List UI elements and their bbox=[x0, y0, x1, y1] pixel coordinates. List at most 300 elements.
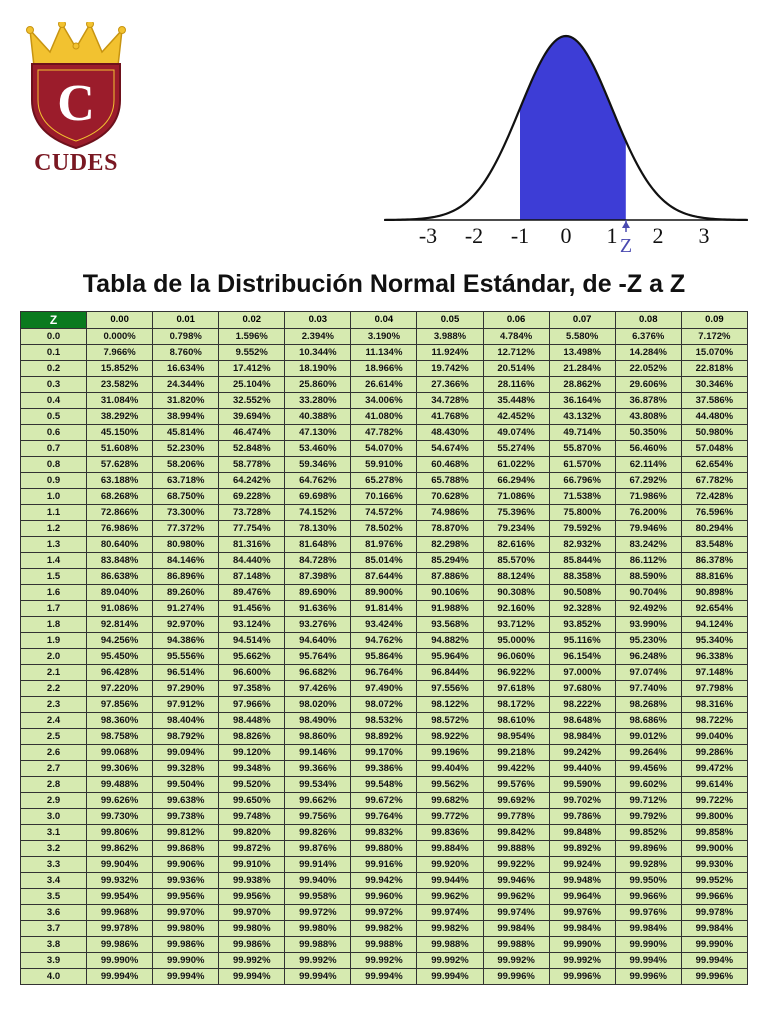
table-cell: 97.148% bbox=[681, 665, 747, 681]
z-value-cell: 0.9 bbox=[21, 473, 87, 489]
table-row bbox=[21, 809, 748, 825]
table-cell: 97.290% bbox=[153, 681, 219, 697]
table-cell: 99.884% bbox=[417, 841, 483, 857]
table-cell: 89.900% bbox=[351, 585, 417, 601]
z-value-cell: 1.1 bbox=[21, 505, 87, 521]
z-value-cell: 2.5 bbox=[21, 729, 87, 745]
table-cell: 45.150% bbox=[87, 425, 153, 441]
table-cell: 99.980% bbox=[285, 921, 351, 937]
table-cell: 99.960% bbox=[351, 889, 417, 905]
table-cell: 97.490% bbox=[351, 681, 417, 697]
table-cell: 47.782% bbox=[351, 425, 417, 441]
table-cell: 99.920% bbox=[417, 857, 483, 873]
table-cell: 96.060% bbox=[483, 649, 549, 665]
table-cell: 86.112% bbox=[615, 553, 681, 569]
table-cell: 99.832% bbox=[351, 825, 417, 841]
table-cell: 27.366% bbox=[417, 377, 483, 393]
table-cell: 50.350% bbox=[615, 425, 681, 441]
table-cell: 99.218% bbox=[483, 745, 549, 761]
table-cell: 99.996% bbox=[549, 969, 615, 985]
table-cell: 96.514% bbox=[153, 665, 219, 681]
table-cell: 96.600% bbox=[219, 665, 285, 681]
table-cell: 65.788% bbox=[417, 473, 483, 489]
table-cell: 98.984% bbox=[549, 729, 615, 745]
table-cell: 76.596% bbox=[681, 505, 747, 521]
table-cell: 58.206% bbox=[153, 457, 219, 473]
table-row bbox=[21, 505, 748, 521]
table-cell: 66.796% bbox=[549, 473, 615, 489]
table-cell: 99.924% bbox=[549, 857, 615, 873]
table-cell: 94.256% bbox=[87, 633, 153, 649]
table-cell: 96.338% bbox=[681, 649, 747, 665]
table-cell: 98.222% bbox=[549, 697, 615, 713]
table-cell: 76.200% bbox=[615, 505, 681, 521]
z-value-cell: 3.8 bbox=[21, 937, 87, 953]
table-cell: 44.480% bbox=[681, 409, 747, 425]
normal-curve-diagram bbox=[384, 28, 748, 260]
table-cell: 22.818% bbox=[681, 361, 747, 377]
table-cell: 52.848% bbox=[219, 441, 285, 457]
table-cell: 12.712% bbox=[483, 345, 549, 361]
table-cell: 99.366% bbox=[285, 761, 351, 777]
table-cell: 79.946% bbox=[615, 521, 681, 537]
table-cell: 99.900% bbox=[681, 841, 747, 857]
table-cell: 99.978% bbox=[681, 905, 747, 921]
table-cell: 98.360% bbox=[87, 713, 153, 729]
table-cell: 85.844% bbox=[549, 553, 615, 569]
table-cell: 99.806% bbox=[87, 825, 153, 841]
table-cell: 99.988% bbox=[285, 937, 351, 953]
table-cell: 99.306% bbox=[87, 761, 153, 777]
table-cell: 99.868% bbox=[153, 841, 219, 857]
column-header: 0.07 bbox=[549, 312, 615, 329]
table-cell: 91.988% bbox=[417, 601, 483, 617]
table-cell: 6.376% bbox=[615, 329, 681, 345]
table-row bbox=[21, 873, 748, 889]
table-row bbox=[21, 585, 748, 601]
table-cell: 8.760% bbox=[153, 345, 219, 361]
table-cell: 83.548% bbox=[681, 537, 747, 553]
table-cell: 99.966% bbox=[615, 889, 681, 905]
table-cell: 57.048% bbox=[681, 441, 747, 457]
table-cell: 99.196% bbox=[417, 745, 483, 761]
z-value-cell: 0.5 bbox=[21, 409, 87, 425]
table-cell: 99.950% bbox=[615, 873, 681, 889]
table-cell: 99.994% bbox=[615, 953, 681, 969]
table-cell: 41.768% bbox=[417, 409, 483, 425]
table-row bbox=[21, 393, 748, 409]
table-cell: 90.106% bbox=[417, 585, 483, 601]
z-value-cell: 2.9 bbox=[21, 793, 87, 809]
table-cell: 87.398% bbox=[285, 569, 351, 585]
table-cell: 74.572% bbox=[351, 505, 417, 521]
table-cell: 49.074% bbox=[483, 425, 549, 441]
table-cell: 93.568% bbox=[417, 617, 483, 633]
table-cell: 40.388% bbox=[285, 409, 351, 425]
table-cell: 66.294% bbox=[483, 473, 549, 489]
table-cell: 99.892% bbox=[549, 841, 615, 857]
table-cell: 99.990% bbox=[153, 953, 219, 969]
table-cell: 99.938% bbox=[219, 873, 285, 889]
table-cell: 99.404% bbox=[417, 761, 483, 777]
table-cell: 99.872% bbox=[219, 841, 285, 857]
table-cell: 99.970% bbox=[219, 905, 285, 921]
table-row bbox=[21, 633, 748, 649]
table-cell: 65.278% bbox=[351, 473, 417, 489]
table-cell: 92.328% bbox=[549, 601, 615, 617]
table-cell: 99.650% bbox=[219, 793, 285, 809]
table-row bbox=[21, 729, 748, 745]
table-row bbox=[21, 905, 748, 921]
table-cell: 31.084% bbox=[87, 393, 153, 409]
z-value-cell: 1.8 bbox=[21, 617, 87, 633]
table-cell: 95.450% bbox=[87, 649, 153, 665]
table-row bbox=[21, 617, 748, 633]
table-cell: 99.576% bbox=[483, 777, 549, 793]
table-cell: 88.590% bbox=[615, 569, 681, 585]
table-cell: 99.988% bbox=[417, 937, 483, 953]
table-cell: 94.640% bbox=[285, 633, 351, 649]
table-cell: 17.412% bbox=[219, 361, 285, 377]
table-cell: 89.040% bbox=[87, 585, 153, 601]
table-cell: 99.170% bbox=[351, 745, 417, 761]
table-cell: 99.772% bbox=[417, 809, 483, 825]
table-cell: 99.626% bbox=[87, 793, 153, 809]
table-cell: 77.372% bbox=[153, 521, 219, 537]
table-cell: 70.166% bbox=[351, 489, 417, 505]
z-value-cell: 2.0 bbox=[21, 649, 87, 665]
column-header: 0.04 bbox=[351, 312, 417, 329]
z-column-header: Z bbox=[21, 312, 87, 329]
table-cell: 80.294% bbox=[681, 521, 747, 537]
logo-name: CUDES bbox=[34, 150, 118, 176]
table-row bbox=[21, 825, 748, 841]
table-row bbox=[21, 937, 748, 953]
z-value-cell: 2.7 bbox=[21, 761, 87, 777]
table-cell: 2.394% bbox=[285, 329, 351, 345]
table-cell: 55.274% bbox=[483, 441, 549, 457]
table-cell: 99.944% bbox=[417, 873, 483, 889]
table-cell: 87.886% bbox=[417, 569, 483, 585]
table-cell: 99.852% bbox=[615, 825, 681, 841]
table-row bbox=[21, 921, 748, 937]
table-cell: 99.880% bbox=[351, 841, 417, 857]
table-cell: 25.104% bbox=[219, 377, 285, 393]
table-row bbox=[21, 537, 748, 553]
table-cell: 96.682% bbox=[285, 665, 351, 681]
table-cell: 43.132% bbox=[549, 409, 615, 425]
table-cell: 99.672% bbox=[351, 793, 417, 809]
table-row bbox=[21, 841, 748, 857]
table-cell: 63.188% bbox=[87, 473, 153, 489]
z-value-cell: 4.0 bbox=[21, 969, 87, 985]
table-cell: 95.764% bbox=[285, 649, 351, 665]
table-cell: 79.592% bbox=[549, 521, 615, 537]
table-cell: 97.426% bbox=[285, 681, 351, 697]
table-cell: 99.984% bbox=[483, 921, 549, 937]
table-cell: 99.040% bbox=[681, 729, 747, 745]
table-cell: 98.532% bbox=[351, 713, 417, 729]
table-cell: 93.712% bbox=[483, 617, 549, 633]
shaded-area bbox=[520, 36, 626, 220]
z-value-cell: 2.2 bbox=[21, 681, 87, 697]
z-value-cell: 3.1 bbox=[21, 825, 87, 841]
table-cell: 99.942% bbox=[351, 873, 417, 889]
table-cell: 99.962% bbox=[483, 889, 549, 905]
column-header: 0.00 bbox=[87, 312, 153, 329]
table-cell: 99.992% bbox=[219, 953, 285, 969]
table-cell: 61.570% bbox=[549, 457, 615, 473]
z-value-cell: 2.8 bbox=[21, 777, 87, 793]
table-cell: 99.972% bbox=[351, 905, 417, 921]
table-cell: 98.922% bbox=[417, 729, 483, 745]
table-cell: 72.428% bbox=[681, 489, 747, 505]
table-cell: 38.994% bbox=[153, 409, 219, 425]
table-cell: 0.000% bbox=[87, 329, 153, 345]
table-cell: 99.910% bbox=[219, 857, 285, 873]
z-value-cell: 3.9 bbox=[21, 953, 87, 969]
table-row bbox=[21, 745, 748, 761]
table-cell: 99.990% bbox=[681, 937, 747, 953]
logo-letter: C bbox=[57, 75, 95, 132]
table-cell: 86.638% bbox=[87, 569, 153, 585]
table-cell: 99.862% bbox=[87, 841, 153, 857]
table-cell: 99.778% bbox=[483, 809, 549, 825]
table-cell: 99.094% bbox=[153, 745, 219, 761]
table-row bbox=[21, 761, 748, 777]
table-cell: 99.614% bbox=[681, 777, 747, 793]
table-cell: 21.284% bbox=[549, 361, 615, 377]
table-cell: 31.820% bbox=[153, 393, 219, 409]
table-cell: 97.966% bbox=[219, 697, 285, 713]
table-cell: 99.982% bbox=[351, 921, 417, 937]
table-cell: 0.798% bbox=[153, 329, 219, 345]
table-row bbox=[21, 793, 748, 809]
tick-label: 1 bbox=[606, 223, 618, 248]
table-cell: 71.986% bbox=[615, 489, 681, 505]
table-cell: 97.074% bbox=[615, 665, 681, 681]
table-cell: 99.590% bbox=[549, 777, 615, 793]
table-cell: 99.936% bbox=[153, 873, 219, 889]
z-value-cell: 2.3 bbox=[21, 697, 87, 713]
table-cell: 97.912% bbox=[153, 697, 219, 713]
table-cell: 97.618% bbox=[483, 681, 549, 697]
table-cell: 61.022% bbox=[483, 457, 549, 473]
tick-label: -1 bbox=[510, 223, 530, 248]
table-cell: 99.984% bbox=[549, 921, 615, 937]
table-cell: 23.582% bbox=[87, 377, 153, 393]
table-row bbox=[21, 697, 748, 713]
table-cell: 90.704% bbox=[615, 585, 681, 601]
table-cell: 87.644% bbox=[351, 569, 417, 585]
table-cell: 10.344% bbox=[285, 345, 351, 361]
table-cell: 99.488% bbox=[87, 777, 153, 793]
table-cell: 99.748% bbox=[219, 809, 285, 825]
table-cell: 99.966% bbox=[681, 889, 747, 905]
table-cell: 94.882% bbox=[417, 633, 483, 649]
table-cell: 99.990% bbox=[87, 953, 153, 969]
table-cell: 99.602% bbox=[615, 777, 681, 793]
table-cell: 89.690% bbox=[285, 585, 351, 601]
table-cell: 91.274% bbox=[153, 601, 219, 617]
table-cell: 90.308% bbox=[483, 585, 549, 601]
table-cell: 54.070% bbox=[351, 441, 417, 457]
table-cell: 99.990% bbox=[549, 937, 615, 953]
table-cell: 97.000% bbox=[549, 665, 615, 681]
table-cell: 92.814% bbox=[87, 617, 153, 633]
table-cell: 98.020% bbox=[285, 697, 351, 713]
table-cell: 97.358% bbox=[219, 681, 285, 697]
z-value-cell: 1.4 bbox=[21, 553, 87, 569]
table-cell: 99.970% bbox=[153, 905, 219, 921]
table-cell: 85.294% bbox=[417, 553, 483, 569]
table-cell: 24.344% bbox=[153, 377, 219, 393]
table-cell: 53.460% bbox=[285, 441, 351, 457]
table-cell: 70.628% bbox=[417, 489, 483, 505]
table-cell: 73.728% bbox=[219, 505, 285, 521]
table-cell: 58.778% bbox=[219, 457, 285, 473]
table-cell: 11.924% bbox=[417, 345, 483, 361]
table-cell: 99.812% bbox=[153, 825, 219, 841]
table-cell: 99.986% bbox=[219, 937, 285, 953]
table-cell: 72.866% bbox=[87, 505, 153, 521]
table-cell: 99.968% bbox=[87, 905, 153, 921]
table-cell: 98.448% bbox=[219, 713, 285, 729]
table-row bbox=[21, 489, 748, 505]
page-title: Tabla de la Distribución Normal Estándar, de -Z a Z bbox=[82, 270, 686, 298]
z-value-cell: 2.4 bbox=[21, 713, 87, 729]
table-cell: 99.242% bbox=[549, 745, 615, 761]
table-cell: 42.452% bbox=[483, 409, 549, 425]
table-row bbox=[21, 777, 748, 793]
z-value-cell: 1.6 bbox=[21, 585, 87, 601]
table-cell: 20.514% bbox=[483, 361, 549, 377]
table-row bbox=[21, 441, 748, 457]
table-cell: 82.932% bbox=[549, 537, 615, 553]
table-cell: 99.422% bbox=[483, 761, 549, 777]
table-cell: 98.316% bbox=[681, 697, 747, 713]
table-cell: 43.808% bbox=[615, 409, 681, 425]
table-cell: 86.378% bbox=[681, 553, 747, 569]
table-cell: 95.964% bbox=[417, 649, 483, 665]
table-cell: 92.160% bbox=[483, 601, 549, 617]
table-cell: 93.124% bbox=[219, 617, 285, 633]
z-value-cell: 1.7 bbox=[21, 601, 87, 617]
table-cell: 49.714% bbox=[549, 425, 615, 441]
table-cell: 96.248% bbox=[615, 649, 681, 665]
table-cell: 96.922% bbox=[483, 665, 549, 681]
z-value-cell: 3.0 bbox=[21, 809, 87, 825]
table-cell: 37.586% bbox=[681, 393, 747, 409]
table-cell: 99.954% bbox=[87, 889, 153, 905]
table-cell: 95.230% bbox=[615, 633, 681, 649]
table-cell: 99.662% bbox=[285, 793, 351, 809]
z-value-cell: 1.2 bbox=[21, 521, 87, 537]
table-cell: 50.980% bbox=[681, 425, 747, 441]
table-cell: 99.964% bbox=[549, 889, 615, 905]
table-cell: 76.986% bbox=[87, 521, 153, 537]
table-cell: 94.386% bbox=[153, 633, 219, 649]
table-cell: 68.750% bbox=[153, 489, 219, 505]
table-cell: 96.428% bbox=[87, 665, 153, 681]
table-cell: 99.996% bbox=[615, 969, 681, 985]
table-cell: 59.910% bbox=[351, 457, 417, 473]
table-row bbox=[21, 409, 748, 425]
table-cell: 71.538% bbox=[549, 489, 615, 505]
table-cell: 78.502% bbox=[351, 521, 417, 537]
table-cell: 16.634% bbox=[153, 361, 219, 377]
table-cell: 79.234% bbox=[483, 521, 549, 537]
table-cell: 15.070% bbox=[681, 345, 747, 361]
table-cell: 73.300% bbox=[153, 505, 219, 521]
table-row bbox=[21, 649, 748, 665]
table-cell: 52.230% bbox=[153, 441, 219, 457]
table-cell: 92.654% bbox=[681, 601, 747, 617]
table-cell: 99.858% bbox=[681, 825, 747, 841]
table-cell: 98.572% bbox=[417, 713, 483, 729]
table-cell: 89.476% bbox=[219, 585, 285, 601]
table-cell: 99.994% bbox=[219, 969, 285, 985]
table-cell: 74.152% bbox=[285, 505, 351, 521]
z-value-cell: 0.1 bbox=[21, 345, 87, 361]
table-cell: 59.346% bbox=[285, 457, 351, 473]
table-cell: 99.520% bbox=[219, 777, 285, 793]
table-row bbox=[21, 969, 748, 985]
tick-label: -3 bbox=[418, 223, 438, 248]
table-cell: 62.654% bbox=[681, 457, 747, 473]
z-arrow-head bbox=[622, 221, 630, 228]
z-value-cell: 3.7 bbox=[21, 921, 87, 937]
table-cell: 45.814% bbox=[153, 425, 219, 441]
tick-label: 2 bbox=[652, 223, 664, 248]
z-value-cell: 3.4 bbox=[21, 873, 87, 889]
table-cell: 97.740% bbox=[615, 681, 681, 697]
table-row bbox=[21, 473, 748, 489]
table-cell: 82.616% bbox=[483, 537, 549, 553]
table-cell: 39.694% bbox=[219, 409, 285, 425]
table-cell: 62.114% bbox=[615, 457, 681, 473]
table-cell: 34.728% bbox=[417, 393, 483, 409]
table-cell: 99.562% bbox=[417, 777, 483, 793]
z-value-cell: 0.2 bbox=[21, 361, 87, 377]
table-cell: 99.988% bbox=[351, 937, 417, 953]
table-cell: 99.836% bbox=[417, 825, 483, 841]
table-cell: 99.982% bbox=[417, 921, 483, 937]
table-cell: 99.992% bbox=[285, 953, 351, 969]
table-cell: 99.792% bbox=[615, 809, 681, 825]
table-cell: 91.456% bbox=[219, 601, 285, 617]
z-value-cell: 0.8 bbox=[21, 457, 87, 473]
table-cell: 5.580% bbox=[549, 329, 615, 345]
table-cell: 99.932% bbox=[87, 873, 153, 889]
table-cell: 95.116% bbox=[549, 633, 615, 649]
table-cell: 98.404% bbox=[153, 713, 219, 729]
table-cell: 74.986% bbox=[417, 505, 483, 521]
table-cell: 98.826% bbox=[219, 729, 285, 745]
z-value-cell: 2.6 bbox=[21, 745, 87, 761]
table-cell: 99.956% bbox=[153, 889, 219, 905]
table-cell: 99.922% bbox=[483, 857, 549, 873]
table-row bbox=[21, 553, 748, 569]
table-cell: 1.596% bbox=[219, 329, 285, 345]
table-cell: 98.954% bbox=[483, 729, 549, 745]
table-cell: 34.006% bbox=[351, 393, 417, 409]
table-row bbox=[21, 457, 748, 473]
table-cell: 38.292% bbox=[87, 409, 153, 425]
table-cell: 75.396% bbox=[483, 505, 549, 521]
table-row bbox=[21, 713, 748, 729]
table-row bbox=[21, 425, 748, 441]
